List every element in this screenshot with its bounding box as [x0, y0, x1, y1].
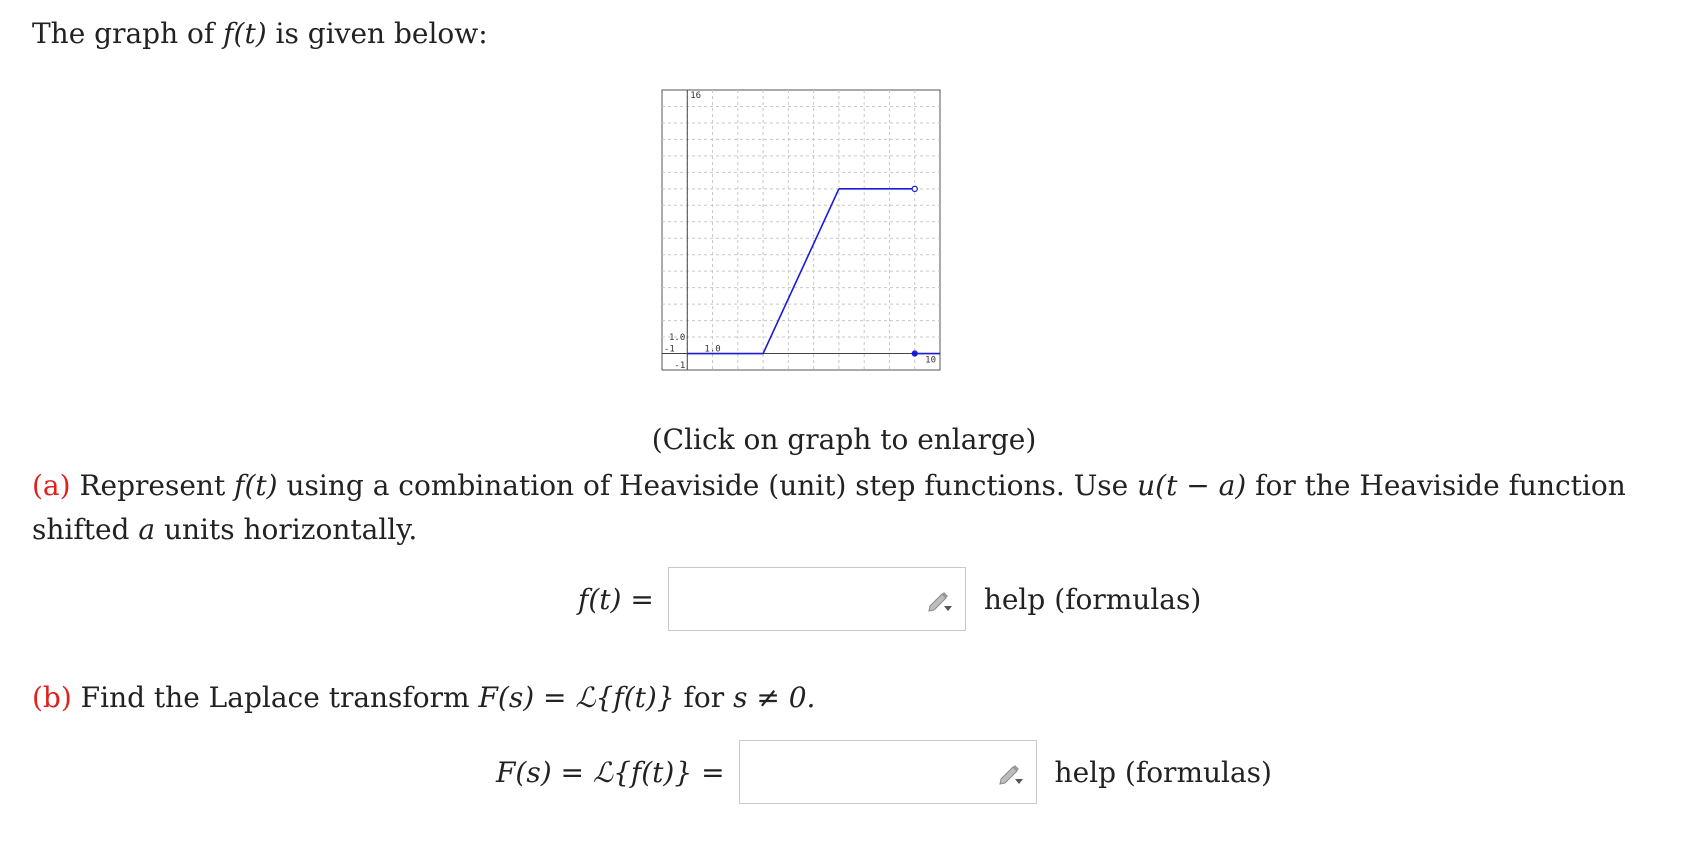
answer-row-b — [496, 740, 1272, 804]
part-b-text1: Find the Laplace transform — [71, 681, 479, 714]
intro-prefix: The graph of — [32, 17, 224, 50]
pencil-icon[interactable] — [996, 761, 1024, 787]
part-b-cond: s ≠ 0. — [733, 681, 816, 714]
tick-label: 16 — [690, 91, 702, 101]
part-b-label: (b) — [32, 681, 72, 714]
closed-endpoint — [912, 351, 917, 356]
part-a-text1: Represent — [70, 469, 235, 502]
part-b-expr: F(s) = ℒ{f(t)} — [478, 681, 675, 714]
pencil-icon[interactable] — [925, 588, 953, 614]
answer-a-lhs: f(t) = — [578, 582, 654, 616]
answer-b-input[interactable] — [740, 741, 1036, 803]
part-a-text2: using a combination of Heaviside (unit) step functions. Use — [277, 469, 1138, 502]
answer-b-box[interactable] — [739, 740, 1037, 804]
help-formulas-link-b[interactable]: help (formulas) — [1054, 755, 1272, 789]
part-a-question — [32, 464, 1652, 552]
help-formulas-link-a[interactable]: help (formulas) — [983, 582, 1202, 616]
answer-a-input[interactable] — [669, 568, 965, 630]
open-endpoint — [912, 186, 917, 191]
part-a-func: f(t) — [234, 469, 278, 502]
tick-label: -1 — [674, 361, 686, 371]
part-a-label: (a) — [32, 469, 71, 502]
graph-frame — [662, 90, 940, 370]
intro-text — [32, 14, 488, 54]
tick-label: 1.0 — [669, 333, 686, 344]
tick-label: 1.0 — [704, 344, 721, 355]
part-b-question — [32, 676, 815, 720]
part-a-text4: units horizontally. — [155, 513, 418, 546]
answer-a-box[interactable] — [668, 567, 966, 631]
intro-suffix: is given below: — [266, 17, 488, 50]
graph-svg[interactable] — [660, 84, 942, 384]
part-a-u-expr: u(t − a) — [1137, 469, 1247, 502]
tick-label: 10 — [925, 355, 936, 366]
part-a-a: a — [138, 513, 156, 546]
answer-b-lhs: F(s) = ℒ{f(t)} = — [496, 755, 725, 789]
part-a-text3: for the Heaviside function shifted — [32, 469, 1626, 546]
answer-row-a — [578, 567, 1201, 631]
intro-func: f(t) — [223, 17, 267, 50]
part-b-text2: for — [674, 681, 734, 714]
graph-caption: (Click on graph to enlarge) — [651, 423, 1037, 456]
tick-label: -1 — [664, 344, 675, 355]
function-graph[interactable] — [660, 84, 942, 384]
